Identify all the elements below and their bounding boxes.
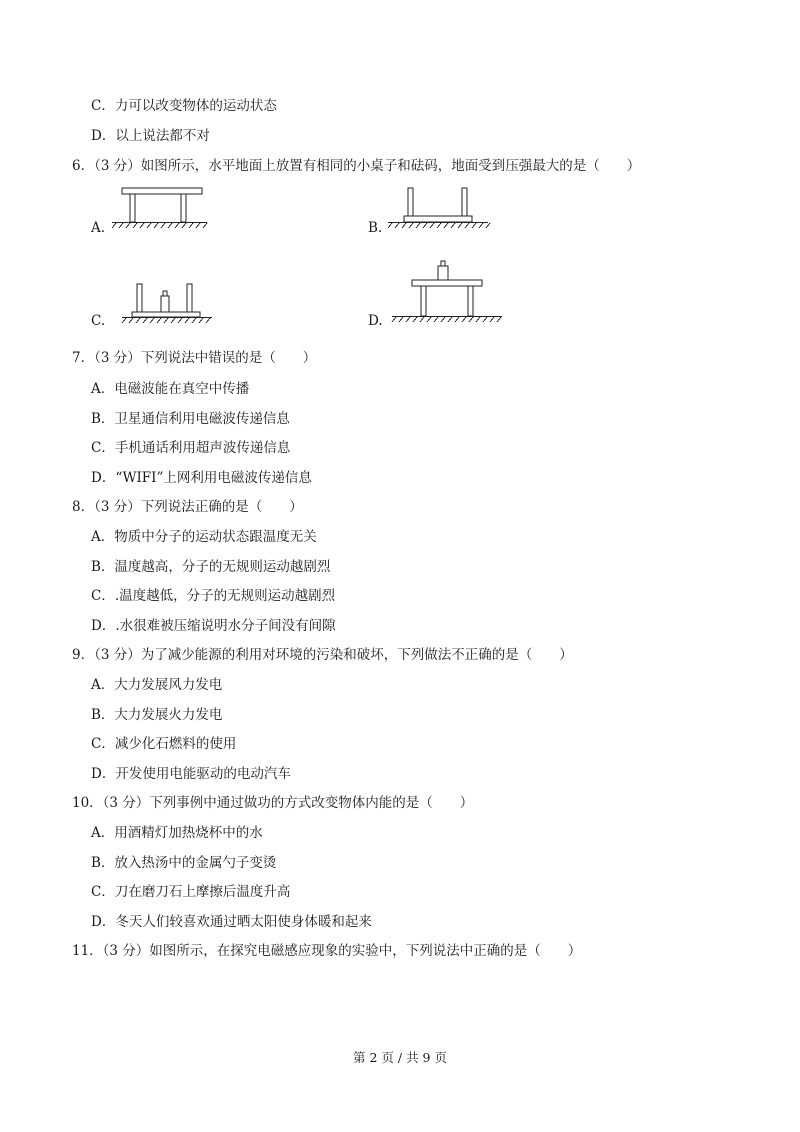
q10-stem: 10．（3 分）下列事例中通过做功的方式改变物体内能的是（ ）: [72, 795, 474, 811]
page-footer: 第 2 页 / 共 9 页: [353, 1050, 447, 1065]
q9-option-d: D．开发使用电能驱动的电动汽车: [91, 766, 291, 782]
q10-option-b: B．放入热汤中的金属勺子变烫: [91, 855, 277, 871]
ground-hatch-c: [122, 318, 210, 323]
ground-hatch-a: [112, 223, 207, 228]
q7-option-d: D．“WIFI”上网利用电磁波传递信息: [91, 470, 312, 486]
q11-stem: 11．（3 分）如图所示，在探究电磁感应现象的实验中，下列说法中正确的是（ ）: [72, 943, 582, 959]
q6-figure-b: [388, 184, 493, 234]
q5-option-d: D．以上说法都不对: [91, 128, 210, 144]
ground-hatch-b: [388, 223, 490, 228]
q6-stem: 6．（3 分）如图所示，水平地面上放置有相同的小桌子和砝码，地面受到压强最大的是（ ）: [72, 158, 641, 174]
q6-figure-d-label: D.: [368, 313, 383, 329]
q9-stem: 9．（3 分）为了减少能源的利用对环境的污染和破坏，下列做法不正确的是（ ）: [72, 647, 573, 663]
q9-option-a: A．大力发展风力发电: [91, 677, 223, 693]
q7-stem: 7．（3 分）下列说法中错误的是（ ）: [72, 350, 317, 366]
q6-figure-c-label: C.: [91, 313, 106, 329]
q6-figure-c: [112, 276, 222, 328]
q7-option-a: A．电磁波能在真空中传播: [91, 381, 250, 397]
q9-option-c: C．减少化石燃料的使用: [91, 736, 237, 752]
q5-option-c: C．力可以改变物体的运动状态: [91, 98, 277, 114]
q8-option-a: A．物质中分子的运动状态跟温度无关: [91, 529, 317, 545]
q6-figure-b-label: B.: [368, 220, 383, 236]
q7-option-c: C．手机通话利用超声波传递信息: [91, 440, 291, 456]
q10-option-d: D．冬天人们较喜欢通过晒太阳使身体暖和起来: [91, 914, 372, 930]
q10-option-a: A．用酒精灯加热烧杯中的水: [91, 825, 263, 841]
weight-c: [161, 296, 169, 312]
q6-figure-d: [390, 257, 510, 329]
q8-option-d: D．.水很难被压缩说明水分子间没有间隙: [91, 618, 336, 634]
q7-option-b: B．卫星通信利用电磁波传递信息: [91, 411, 290, 427]
q8-option-c: C．.温度越低，分子的无规则运动越剧烈: [91, 588, 336, 604]
q6-figure-a-label: A.: [91, 220, 106, 236]
q9-option-b: B．大力发展火力发电: [91, 707, 223, 723]
ground-hatch-d: [392, 317, 501, 322]
q8-option-b: B．温度越高，分子的无规则运动越剧烈: [91, 559, 331, 575]
q10-option-c: C．刀在磨刀石上摩擦后温度升高: [91, 884, 291, 900]
weight-d: [438, 266, 448, 280]
q8-stem: 8．（3 分）下列说法正确的是（ ）: [72, 499, 303, 515]
q6-figure-a: [112, 184, 212, 234]
